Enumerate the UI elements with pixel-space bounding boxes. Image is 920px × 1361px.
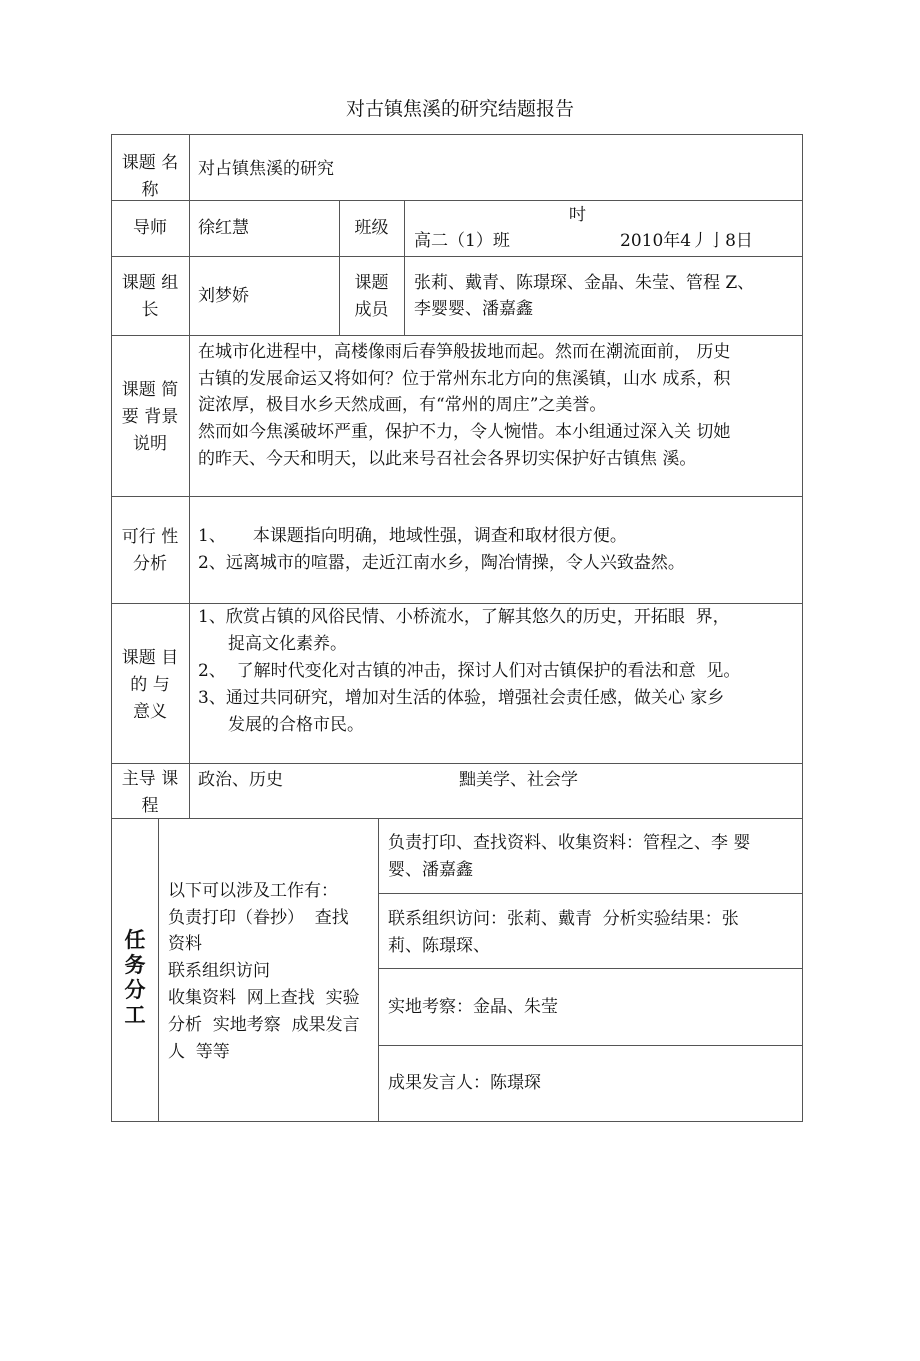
row-divider xyxy=(111,200,803,201)
leader-value: 刘梦娇 xyxy=(198,286,249,306)
purpose-line: 捉高文化素养。 xyxy=(228,634,347,654)
row-divider xyxy=(111,496,803,497)
courses-value-b: 黜美学、社会学 xyxy=(459,770,578,790)
task-divider xyxy=(378,1045,803,1046)
teacher-value: 徐红慧 xyxy=(198,218,249,238)
members-label: 课题 成员 xyxy=(354,273,389,320)
purpose-line: 2、 了解时代变化对古镇的冲击，探讨人们对古镇保护的看法和意 见。 xyxy=(198,661,741,681)
tasks-scope-line: 收集资料 网上查找 实验 xyxy=(168,988,360,1008)
background-line: 然而如今焦溪破坏严重，保护不力，令人惋惜。本小组通过深入关 切她 xyxy=(198,422,731,442)
topic-name-value: 对占镇焦溪的研究 xyxy=(198,159,334,179)
task-assignment-3: 实地考察：金晶、朱莹 xyxy=(388,997,558,1017)
row-divider xyxy=(111,763,803,764)
teacher-label: 导师 xyxy=(133,218,167,238)
members-line-1: 张莉、戴青、陈璟琛、金晶、朱莹、管程 Z、 xyxy=(414,273,755,293)
topic-name-label: 课题 名 称 xyxy=(121,153,179,200)
table-border-top xyxy=(111,134,803,135)
tasks-label: 任 务 分 工 xyxy=(124,928,146,1027)
date-value: 2010年4丿亅8日 xyxy=(620,231,753,251)
courses-label: 主导 课 程 xyxy=(121,769,179,816)
tasks-scope-line: 负责打印（眷抄） 查找 xyxy=(168,908,349,928)
class-value: 高二（1）班 xyxy=(414,231,510,251)
time-label: 吋 xyxy=(569,205,586,225)
class-label-right xyxy=(404,200,405,335)
background-line: 淀浓厚，极目水乡天然成画，有“常州的周庄”之美誉。 xyxy=(198,395,607,415)
row-divider xyxy=(111,335,803,336)
task-assignment-4: 成果发言人：陈璟琛 xyxy=(388,1073,541,1093)
feasibility-label: 可行 性 分析 xyxy=(121,527,179,574)
feasibility-line: 1、 本课题指向明确，地域性强，调查和取材很方便。 xyxy=(198,526,627,546)
background-line: 的昨天、今天和明天，以此来号召社会各界切实保护好古镇焦 溪。 xyxy=(198,449,697,469)
purpose-line: 1、欣赏占镇的风俗民情、小桥流水，了解其悠久的历史，开拓眼 界， xyxy=(198,607,730,627)
feasibility-line: 2、远离城市的喧嚣，走近江南水乡，陶冶情操，令人兴致盎然。 xyxy=(198,553,685,573)
task-assignment-2: 联系组织访问：张莉、戴青 分析实验结果：张 xyxy=(388,909,739,929)
task-label-divider xyxy=(158,818,159,1121)
leader-label: 课题 组 长 xyxy=(121,273,179,320)
tasks-scope-line: 人 等等 xyxy=(168,1042,230,1062)
background-label: 课题 简 要 背景 说明 xyxy=(121,380,179,454)
table-border-bottom xyxy=(111,1121,803,1122)
task-divider xyxy=(378,968,803,969)
row-divider xyxy=(111,256,803,257)
background-line: 古镇的发展命运又将如何？位于常州东北方向的焦溪镇，山水 成系，积 xyxy=(198,369,731,389)
task-scope-divider xyxy=(378,818,379,1121)
tasks-scope-line: 联系组织访问 xyxy=(168,961,270,981)
tasks-scope-line: 资料 xyxy=(168,934,202,954)
row-divider xyxy=(111,818,803,819)
purpose-line: 发展的合格市民。 xyxy=(228,715,364,735)
task-assignment-1-cont: 婴、潘嘉鑫 xyxy=(388,860,473,880)
members-line-2: 李婴婴、潘嘉鑫 xyxy=(414,299,533,319)
background-line: 在城市化进程中，高楼像雨后春笋般拔地而起。然而在潮流面前， 历史 xyxy=(198,342,731,362)
label-column-divider xyxy=(189,134,190,818)
table-border-right xyxy=(802,134,803,1122)
courses-value-a: 政治、历史 xyxy=(198,770,283,790)
tasks-scope-line: 分析 实地考察 成果发言 xyxy=(168,1015,360,1035)
task-divider xyxy=(378,893,803,894)
class-label: 班级 xyxy=(354,218,389,238)
purpose-line: 3、通过共同研究，增加对生活的体验，增强社会责任感，做关心 家乡 xyxy=(198,688,725,708)
task-assignment-2-cont: 莉、陈璟琛、 xyxy=(388,936,490,956)
task-assignment-1: 负责打印、查找资料、收集资料：管程之、李 婴 xyxy=(388,833,751,853)
tasks-scope-line: 以下可以涉及工作有： xyxy=(168,881,338,901)
purpose-label: 课题 目 的 与 意义 xyxy=(121,648,179,722)
page-title: 对古镇焦溪的研究结题报告 xyxy=(345,98,574,120)
